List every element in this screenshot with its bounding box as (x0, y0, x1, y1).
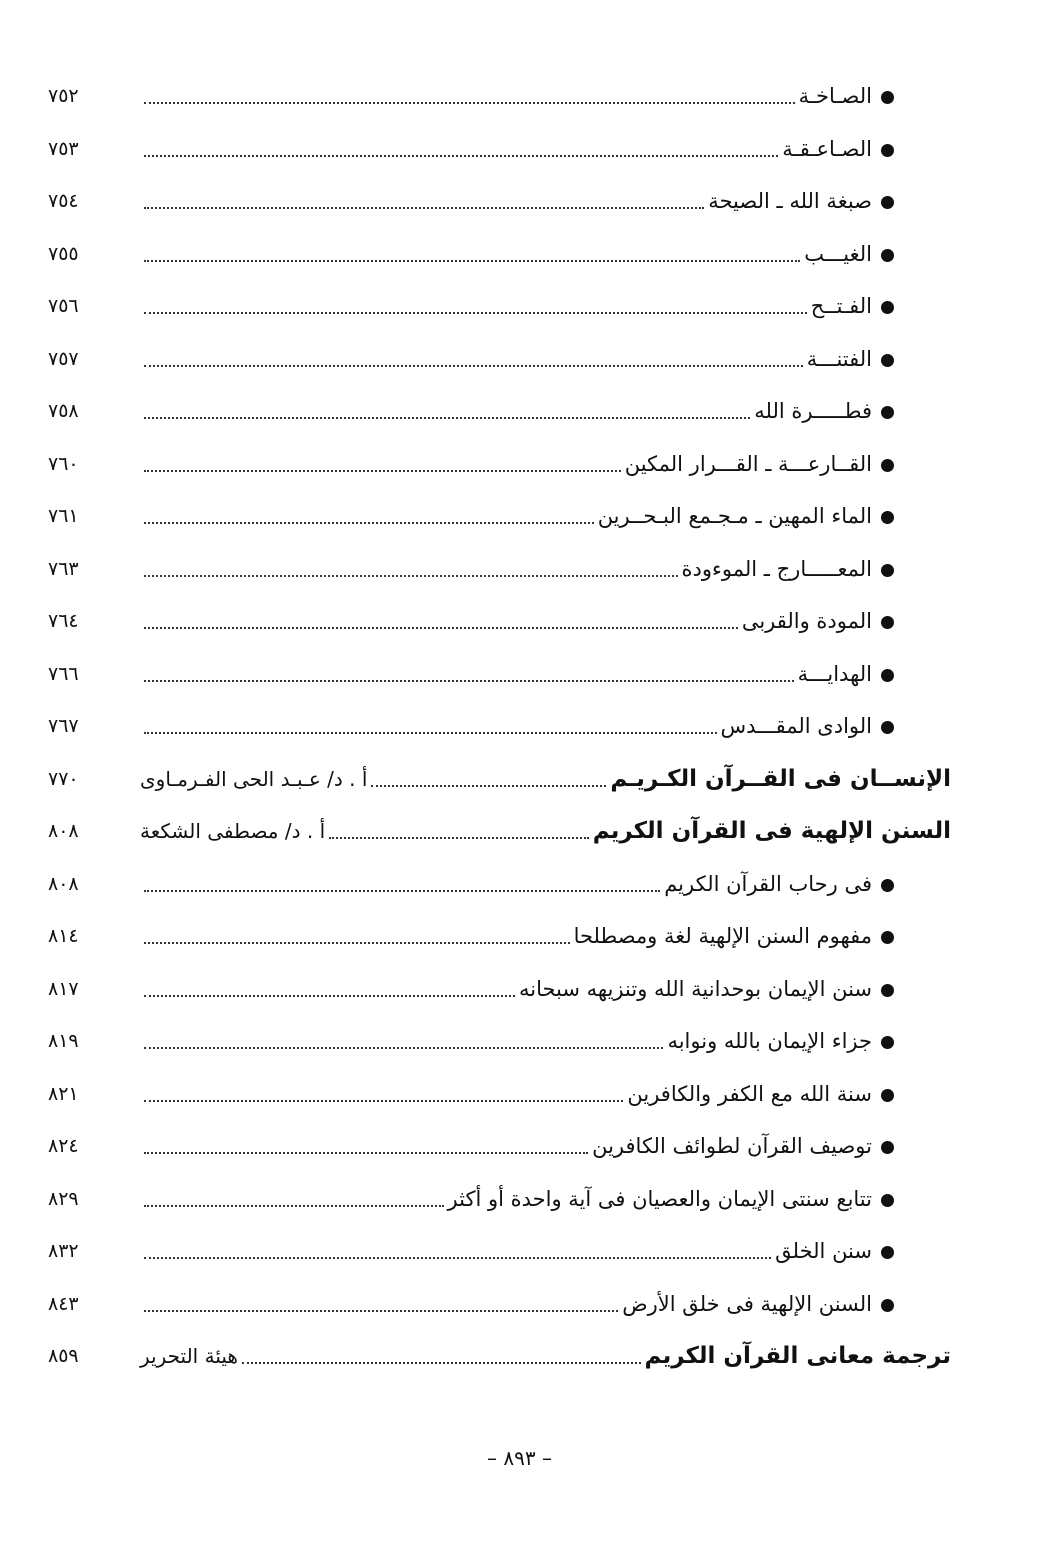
toc-entry (140, 1181, 894, 1215)
toc-entry-title: الصـاعـقـة (782, 136, 872, 161)
table-of-contents (0, 68, 1039, 1381)
bullet-icon (881, 1299, 894, 1312)
dot-leader (144, 522, 594, 524)
toc-entry (140, 918, 894, 952)
toc-entry (140, 498, 894, 532)
toc-entry-page-number: ٨٢١ (48, 1082, 79, 1105)
bullet-icon (881, 1036, 894, 1049)
dot-leader (144, 1100, 623, 1102)
bullet-icon (881, 564, 894, 577)
bullet-icon (881, 144, 894, 157)
dot-leader (144, 312, 807, 314)
dot-leader (144, 260, 800, 262)
toc-entry (140, 551, 894, 585)
toc-item-row (0, 488, 1039, 541)
toc-entry (140, 1128, 894, 1162)
toc-item-row (0, 593, 1039, 646)
toc-entry-title: الغيـــب (804, 241, 872, 266)
dot-leader (144, 155, 778, 157)
dot-leader (144, 942, 570, 944)
toc-entry (140, 288, 894, 322)
toc-entry-title: الصـاخـة (798, 84, 872, 108)
toc-entry-title: فى رحاب القرآن الكريم (664, 871, 872, 896)
bullet-icon (881, 1141, 894, 1154)
toc-entry-page-number: ٨١٧ (48, 977, 79, 1000)
toc-item-row (0, 908, 1039, 961)
toc-item-row (0, 1118, 1039, 1171)
toc-item-row (0, 436, 1039, 489)
toc-entry-page-number: ٨٥٩ (48, 1345, 79, 1367)
toc-item-row (0, 1171, 1039, 1224)
toc-entry-page-number: ٧٦١ (48, 505, 79, 527)
toc-entry-title: تتابع سنتى الإيمان والعصيان فى آية واحدة أو أكثر (447, 1186, 872, 1211)
toc-entry-page-number: ٧٥٦ (48, 295, 79, 317)
toc-entry (140, 761, 951, 795)
bullet-icon (881, 1194, 894, 1207)
bullet-icon (881, 1089, 894, 1102)
toc-entry-title: توصيف القرآن لطوائف الكافرين (592, 1134, 872, 1158)
bullet-icon (881, 406, 894, 419)
toc-entry-page-number: ٨١٩ (48, 1030, 79, 1052)
dot-leader (144, 102, 795, 104)
dot-leader (144, 1152, 588, 1154)
toc-entry-page-number: ٧٥٢ (48, 85, 79, 107)
toc-entry (140, 446, 894, 480)
toc-item-row (0, 961, 1039, 1014)
toc-item-row (0, 646, 1039, 699)
toc-entry-page-number: ٨٠٨ (48, 872, 79, 895)
toc-entry-page-number: ٧٦٧ (48, 715, 79, 737)
toc-entry-page-number: ٧٦٦ (48, 662, 79, 685)
bullet-icon (881, 879, 894, 892)
dot-leader (144, 890, 660, 892)
toc-section-row (0, 803, 1039, 856)
dot-leader (371, 785, 606, 787)
toc-item-row (0, 1013, 1039, 1066)
toc-item-row (0, 68, 1039, 121)
toc-entry-page-number: ٧٦٤ (48, 610, 79, 632)
toc-entry-title: سنن الخلق (775, 1239, 872, 1263)
toc-entry (140, 393, 894, 427)
toc-entry-page-number: ٧٦٠ (48, 452, 79, 475)
bullet-icon (881, 931, 894, 944)
bullet-icon (881, 511, 894, 524)
toc-entry-page-number: ٧٥٣ (48, 137, 79, 160)
toc-entry (140, 1286, 894, 1320)
toc-entry (140, 341, 894, 375)
toc-entry-page-number: ٧٥٥ (48, 242, 79, 265)
toc-entry-title: القــارعـــة ـ القـــرار المكين (624, 451, 872, 476)
bullet-icon (881, 91, 894, 104)
bullet-icon (881, 616, 894, 629)
toc-entry-title: سنة الله مع الكفر والكافرين (627, 1081, 872, 1106)
toc-item-row (0, 121, 1039, 174)
toc-entry-author: هيئة التحرير (140, 1344, 238, 1368)
bullet-icon (881, 354, 894, 367)
toc-entry-page-number: ٧٦٣ (48, 557, 79, 580)
dot-leader (144, 1047, 663, 1049)
dot-leader (144, 470, 621, 472)
dot-leader (144, 680, 794, 682)
toc-item-row (0, 383, 1039, 436)
toc-entry-page-number: ٨١٤ (48, 925, 79, 947)
toc-entry (140, 78, 894, 112)
toc-entry-title: المودة والقربى (741, 609, 872, 633)
bullet-icon (881, 984, 894, 997)
toc-item-row (0, 1066, 1039, 1119)
dot-leader (144, 207, 704, 209)
toc-entry-title: الفتنـــة (806, 346, 872, 371)
dot-leader (144, 1257, 771, 1259)
bullet-icon (881, 459, 894, 472)
bullet-icon (881, 249, 894, 262)
toc-entry (140, 1076, 894, 1110)
toc-entry (140, 603, 894, 637)
toc-entry-page-number: ٨٠٨ (48, 820, 79, 842)
toc-item-row (0, 856, 1039, 909)
toc-item-row (0, 226, 1039, 279)
toc-entry-title: الهدايـــة (797, 661, 872, 686)
toc-entry (140, 183, 894, 217)
toc-item-row (0, 698, 1039, 751)
dot-leader (144, 1205, 444, 1207)
toc-entry-title: المعـــــارج ـ الموءودة (681, 556, 872, 581)
toc-entry-title: الإنســان فى القــرآن الكـريـم (610, 765, 951, 792)
toc-entry-page-number: ٧٥٨ (48, 400, 79, 422)
dot-leader (242, 1362, 641, 1364)
dot-leader (144, 417, 750, 419)
bullet-icon (881, 301, 894, 314)
toc-entry-title: صبغة الله ـ الصيحة (708, 189, 872, 213)
toc-entry-title: الوادى المقـــدس (720, 714, 872, 738)
toc-section-row (0, 1328, 1039, 1381)
toc-entry-page-number: ٨٣٢ (48, 1240, 79, 1262)
toc-entry-author: أ . د/ عـبـد الحى الفـرمـاوى (140, 766, 368, 791)
toc-entry-title: السنن الإلهية فى خلق الأرض (622, 1291, 872, 1316)
toc-item-row (0, 331, 1039, 384)
toc-entry-title: ترجمة معانى القرآن الكريم (644, 1343, 951, 1369)
dot-leader (329, 837, 589, 839)
toc-entry-page-number: ٧٥٤ (48, 190, 79, 212)
bullet-icon (881, 721, 894, 734)
toc-entry (140, 866, 894, 900)
toc-entry (140, 1023, 894, 1057)
toc-entry-title: جزاء الإيمان بالله ونوابه (667, 1029, 872, 1053)
toc-entry (140, 708, 894, 742)
toc-entry-title: مفهوم السنن الإلهية لغة ومصطلحا (573, 924, 872, 948)
toc-entry-title: السنن الإلهية فى القرآن الكريم (592, 818, 951, 844)
toc-entry-page-number: ٨٢٤ (48, 1135, 79, 1157)
dot-leader (144, 732, 717, 734)
toc-item-row (0, 1276, 1039, 1329)
toc-item-row (0, 278, 1039, 331)
dot-leader (144, 365, 803, 367)
toc-entry (140, 1233, 894, 1267)
toc-entry-title: الماء المهين ـ مـجـمع البـحــرين (597, 504, 872, 528)
toc-item-row (0, 1223, 1039, 1276)
toc-entry-author: أ . د/ مصطفى الشكعة (140, 819, 326, 843)
toc-entry-title: الفـتــح (810, 294, 872, 318)
toc-section-row (0, 751, 1039, 804)
page-footer-number: – ٨٩٣ – (487, 1446, 552, 1470)
bullet-icon (881, 196, 894, 209)
toc-entry-page-number: ٧٥٧ (48, 347, 79, 370)
toc-entry (140, 236, 894, 270)
dot-leader (144, 575, 678, 577)
toc-entry (140, 813, 951, 847)
bullet-icon (881, 669, 894, 682)
dot-leader (144, 1310, 618, 1312)
toc-item-row (0, 173, 1039, 226)
toc-entry-page-number: ٨٢٩ (48, 1187, 79, 1210)
toc-entry (140, 131, 894, 165)
toc-item-row (0, 541, 1039, 594)
toc-entry (140, 971, 894, 1005)
toc-entry-title: فطـــــرة الله (754, 399, 872, 423)
toc-entry (140, 656, 894, 690)
toc-entry (140, 1338, 951, 1372)
dot-leader (144, 627, 738, 629)
toc-entry-page-number: ٧٧٠ (48, 767, 79, 790)
dot-leader (144, 995, 515, 997)
bullet-icon (881, 1246, 894, 1259)
toc-entry-page-number: ٨٤٣ (48, 1292, 79, 1315)
toc-entry-title: سنن الإيمان بوحدانية الله وتنزيهه سبحانه (518, 976, 872, 1001)
